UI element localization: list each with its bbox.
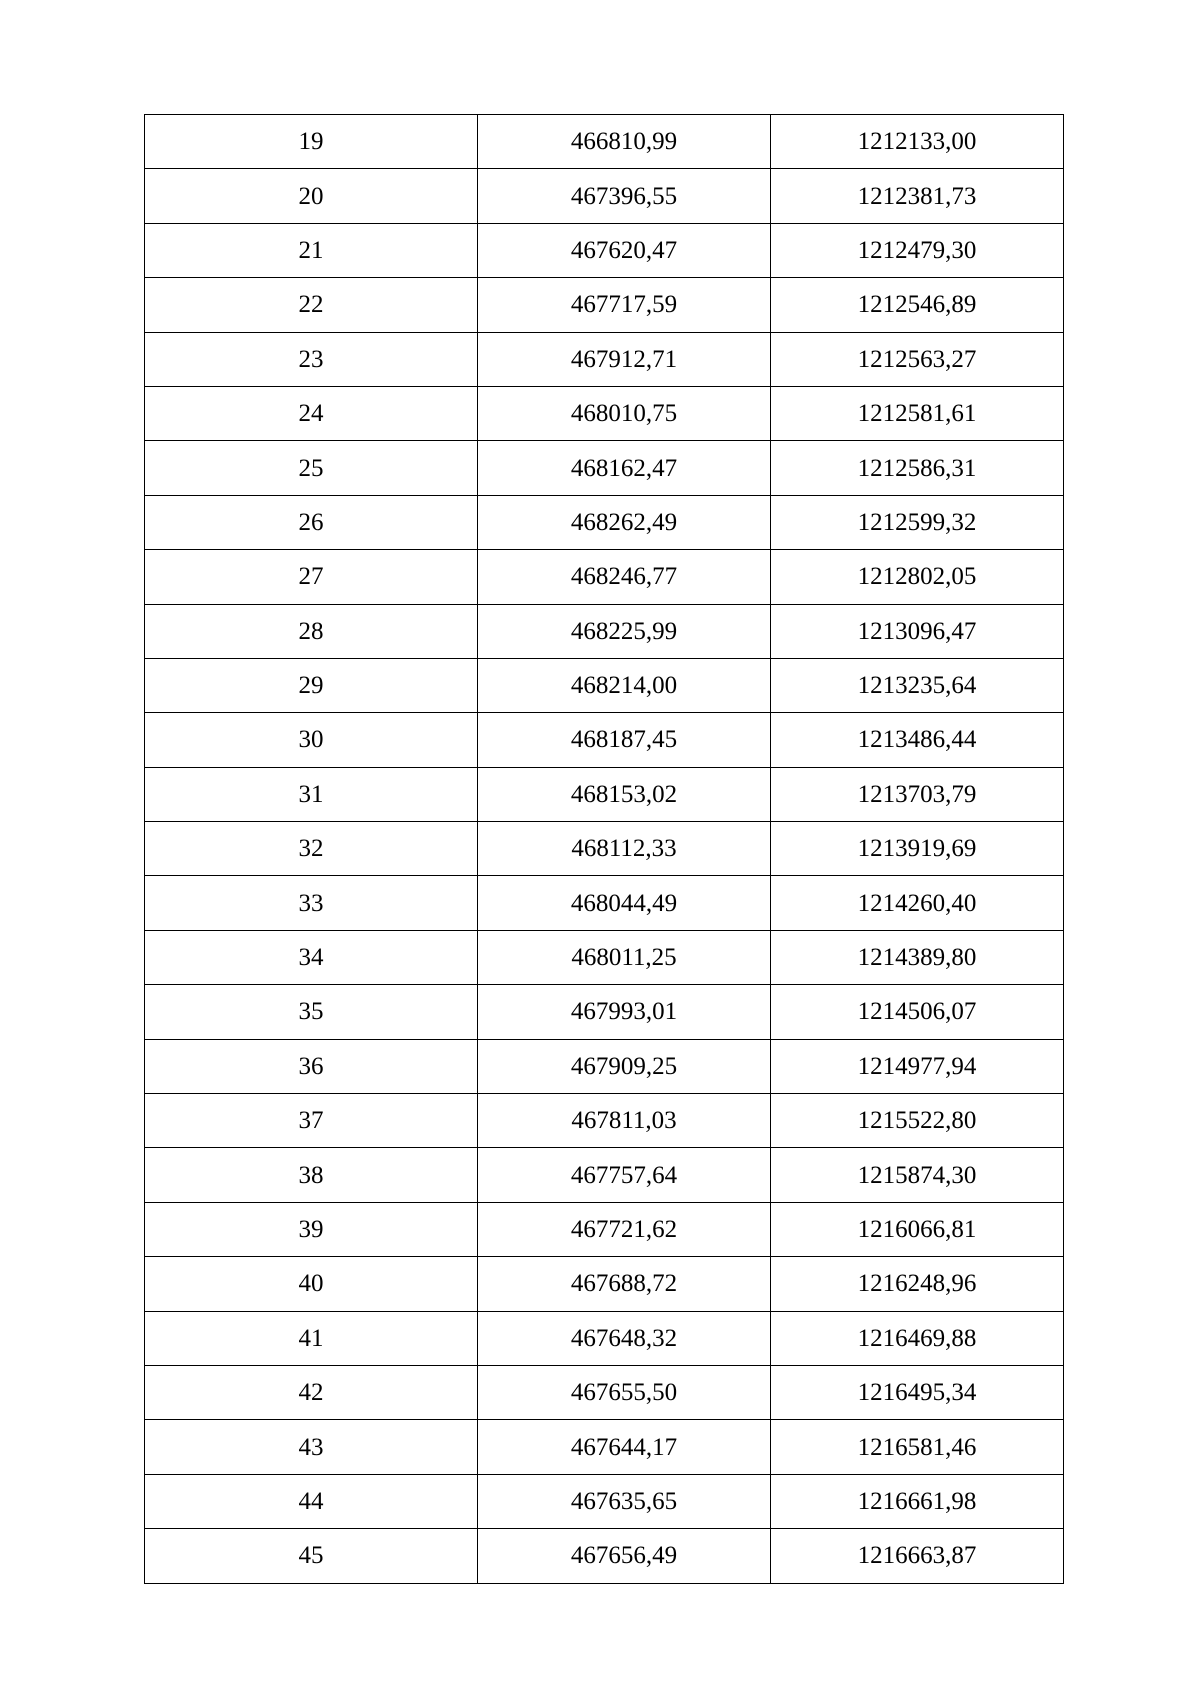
table-row [145,1039,1064,1093]
x-coordinate-cell: 467648,32 [478,1311,771,1365]
y-coordinate-cell: 1215522,80 [771,1094,1064,1148]
point-number-cell: 20 [145,169,478,223]
x-coordinate-cell: 467912,71 [478,332,771,386]
x-coordinate-cell: 468162,47 [478,441,771,495]
point-number-cell: 24 [145,386,478,440]
x-coordinate-cell: 468225,99 [478,604,771,658]
point-number-cell: 19 [145,115,478,169]
y-coordinate-cell: 1212381,73 [771,169,1064,223]
table-row [145,386,1064,440]
x-coordinate-cell: 467620,47 [478,223,771,277]
y-coordinate-cell: 1216663,87 [771,1529,1064,1583]
x-coordinate-cell: 466810,99 [478,115,771,169]
x-coordinate-cell: 468044,49 [478,876,771,930]
point-number-cell: 44 [145,1474,478,1528]
table-row [145,930,1064,984]
table-row [145,1529,1064,1583]
point-number-cell: 41 [145,1311,478,1365]
point-number-cell: 23 [145,332,478,386]
point-number-cell: 28 [145,604,478,658]
x-coordinate-cell: 467396,55 [478,169,771,223]
point-number-cell: 35 [145,985,478,1039]
point-number-cell: 42 [145,1365,478,1419]
table-row [145,1202,1064,1256]
point-number-cell: 26 [145,495,478,549]
table-row [145,495,1064,549]
x-coordinate-cell: 468246,77 [478,550,771,604]
point-number-cell: 39 [145,1202,478,1256]
y-coordinate-cell: 1214506,07 [771,985,1064,1039]
y-coordinate-cell: 1212546,89 [771,278,1064,332]
table-row [145,822,1064,876]
table-row [145,332,1064,386]
x-coordinate-cell: 467635,65 [478,1474,771,1528]
x-coordinate-cell: 467993,01 [478,985,771,1039]
point-number-cell: 37 [145,1094,478,1148]
y-coordinate-cell: 1216469,88 [771,1311,1064,1365]
coordinates-table [144,114,1064,1584]
point-number-cell: 33 [145,876,478,930]
y-coordinate-cell: 1212586,31 [771,441,1064,495]
table-row [145,1311,1064,1365]
y-coordinate-cell: 1216066,81 [771,1202,1064,1256]
y-coordinate-cell: 1213096,47 [771,604,1064,658]
x-coordinate-cell: 468214,00 [478,658,771,712]
table-row [145,876,1064,930]
y-coordinate-cell: 1212479,30 [771,223,1064,277]
y-coordinate-cell: 1213235,64 [771,658,1064,712]
y-coordinate-cell: 1214977,94 [771,1039,1064,1093]
table-row [145,278,1064,332]
table-row [145,441,1064,495]
point-number-cell: 36 [145,1039,478,1093]
table-row [145,604,1064,658]
point-number-cell: 38 [145,1148,478,1202]
point-number-cell: 31 [145,767,478,821]
table-row [145,169,1064,223]
point-number-cell: 32 [145,822,478,876]
table-row [145,550,1064,604]
point-number-cell: 21 [145,223,478,277]
table-row [145,115,1064,169]
x-coordinate-cell: 468010,75 [478,386,771,440]
point-number-cell: 22 [145,278,478,332]
x-coordinate-cell: 467909,25 [478,1039,771,1093]
table-row [145,1257,1064,1311]
y-coordinate-cell: 1213703,79 [771,767,1064,821]
table-row [145,223,1064,277]
y-coordinate-cell: 1216495,34 [771,1365,1064,1419]
x-coordinate-cell: 467656,49 [478,1529,771,1583]
y-coordinate-cell: 1212563,27 [771,332,1064,386]
point-number-cell: 40 [145,1257,478,1311]
y-coordinate-cell: 1216248,96 [771,1257,1064,1311]
x-coordinate-cell: 468153,02 [478,767,771,821]
table-row [145,1148,1064,1202]
x-coordinate-cell: 468011,25 [478,930,771,984]
table-row [145,1094,1064,1148]
x-coordinate-cell: 467655,50 [478,1365,771,1419]
y-coordinate-cell: 1216581,46 [771,1420,1064,1474]
table-row [145,658,1064,712]
table-row [145,1474,1064,1528]
table-row [145,767,1064,821]
y-coordinate-cell: 1212802,05 [771,550,1064,604]
x-coordinate-cell: 467688,72 [478,1257,771,1311]
point-number-cell: 27 [145,550,478,604]
x-coordinate-cell: 467811,03 [478,1094,771,1148]
table-row [145,1365,1064,1419]
point-number-cell: 34 [145,930,478,984]
point-number-cell: 29 [145,658,478,712]
table-row [145,713,1064,767]
point-number-cell: 25 [145,441,478,495]
point-number-cell: 43 [145,1420,478,1474]
x-coordinate-cell: 467757,64 [478,1148,771,1202]
y-coordinate-cell: 1214389,80 [771,930,1064,984]
x-coordinate-cell: 468112,33 [478,822,771,876]
x-coordinate-cell: 468262,49 [478,495,771,549]
point-number-cell: 45 [145,1529,478,1583]
x-coordinate-cell: 467644,17 [478,1420,771,1474]
y-coordinate-cell: 1212133,00 [771,115,1064,169]
y-coordinate-cell: 1212581,61 [771,386,1064,440]
y-coordinate-cell: 1215874,30 [771,1148,1064,1202]
y-coordinate-cell: 1212599,32 [771,495,1064,549]
point-number-cell: 30 [145,713,478,767]
x-coordinate-cell: 467717,59 [478,278,771,332]
x-coordinate-cell: 467721,62 [478,1202,771,1256]
table-row [145,985,1064,1039]
coordinates-table-body [145,115,1064,1584]
x-coordinate-cell: 468187,45 [478,713,771,767]
y-coordinate-cell: 1214260,40 [771,876,1064,930]
y-coordinate-cell: 1213486,44 [771,713,1064,767]
table-row [145,1420,1064,1474]
y-coordinate-cell: 1213919,69 [771,822,1064,876]
y-coordinate-cell: 1216661,98 [771,1474,1064,1528]
